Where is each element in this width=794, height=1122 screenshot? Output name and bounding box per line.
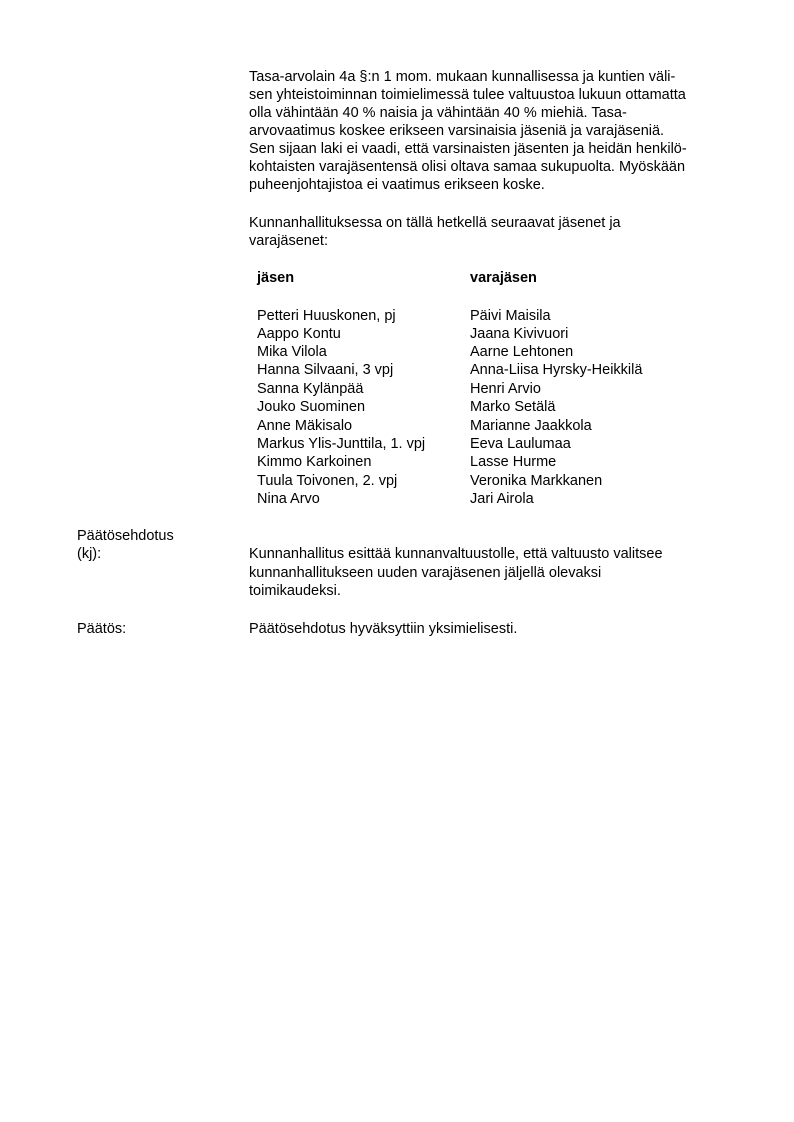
decision-label: Päätös: <box>77 621 127 637</box>
decision-text: Päätösehdotus hyväksyttiin yksimielisesti. <box>249 621 518 637</box>
deputy-name: Jari Airola <box>470 491 534 507</box>
intro-line-4: arvovaatimus koskee erikseen varsinaisia jäseniä ja varajäseniä. <box>249 123 665 139</box>
deputy-name: Anna-Liisa Hyrsky-Heikkilä <box>470 362 643 378</box>
intro-line-3: olla vähintään 40 % naisia ja vähintään 40 % miehiä. Tasa- <box>249 105 627 121</box>
member-name: Markus Ylis-Junttila, 1. vpj <box>257 436 426 452</box>
member-name: Petteri Huuskonen, pj <box>257 308 396 324</box>
board-intro-line-2: varajäsenet: <box>249 233 328 249</box>
member-name: Jouko Suominen <box>257 399 366 415</box>
deputy-name: Marko Setälä <box>470 399 556 415</box>
deputy-name: Marianne Jaakkola <box>470 418 592 434</box>
deputy-name: Lasse Hurme <box>470 454 557 470</box>
member-name: Aappo Kontu <box>257 326 341 342</box>
intro-line-5: Sen sijaan laki ei vaadi, että varsinaisten jäsenten ja heidän henkilö- <box>249 141 687 157</box>
member-name: Nina Arvo <box>257 491 320 507</box>
member-name: Kimmo Karkoinen <box>257 454 372 470</box>
member-name: Sanna Kylänpää <box>257 381 364 397</box>
deputy-name: Aarne Lehtonen <box>470 344 574 360</box>
intro-line-1: Tasa-arvolain 4a §:n 1 mom. mukaan kunnallisessa ja kuntien väli- <box>249 69 676 85</box>
proposal-label-sub: (kj): <box>77 546 102 562</box>
intro-line-6: kohtaisten varajäsentensä olisi oltava samaa sukupuolta. Myöskään <box>249 159 686 175</box>
board-intro-line-1: Kunnanhallituksessa on tällä hetkellä seuraavat jäsenet ja <box>249 215 621 231</box>
proposal-label: Päätösehdotus <box>77 528 174 544</box>
deputy-name: Päivi Maisila <box>470 308 551 324</box>
proposal-line-1: Kunnanhallitus esittää kunnanvaltuustolle, että valtuusto valitsee <box>249 546 663 562</box>
member-name: Hanna Silvaani, 3 vpj <box>257 362 394 378</box>
header-member: jäsen <box>257 270 295 286</box>
member-name: Tuula Toivonen, 2. vpj <box>257 473 398 489</box>
intro-line-7: puheenjohtajistoa ei vaatimus erikseen koske. <box>249 177 545 193</box>
proposal-line-2: kunnanhallitukseen uuden varajäsenen jäljellä olevaksi <box>249 565 602 581</box>
deputy-name: Eeva Laulumaa <box>470 436 571 452</box>
member-name: Anne Mäkisalo <box>257 418 353 434</box>
deputy-name: Henri Arvio <box>470 381 541 397</box>
member-name: Mika Vilola <box>257 344 327 360</box>
intro-line-2: sen yhteistoiminnan toimielimessä tulee valtuustoa lukuun ottamatta <box>249 87 686 103</box>
proposal-line-3: toimikaudeksi. <box>249 583 341 599</box>
deputy-name: Jaana Kivivuori <box>470 326 569 342</box>
header-deputy: varajäsen <box>470 270 537 286</box>
deputy-name: Veronika Markkanen <box>470 473 603 489</box>
